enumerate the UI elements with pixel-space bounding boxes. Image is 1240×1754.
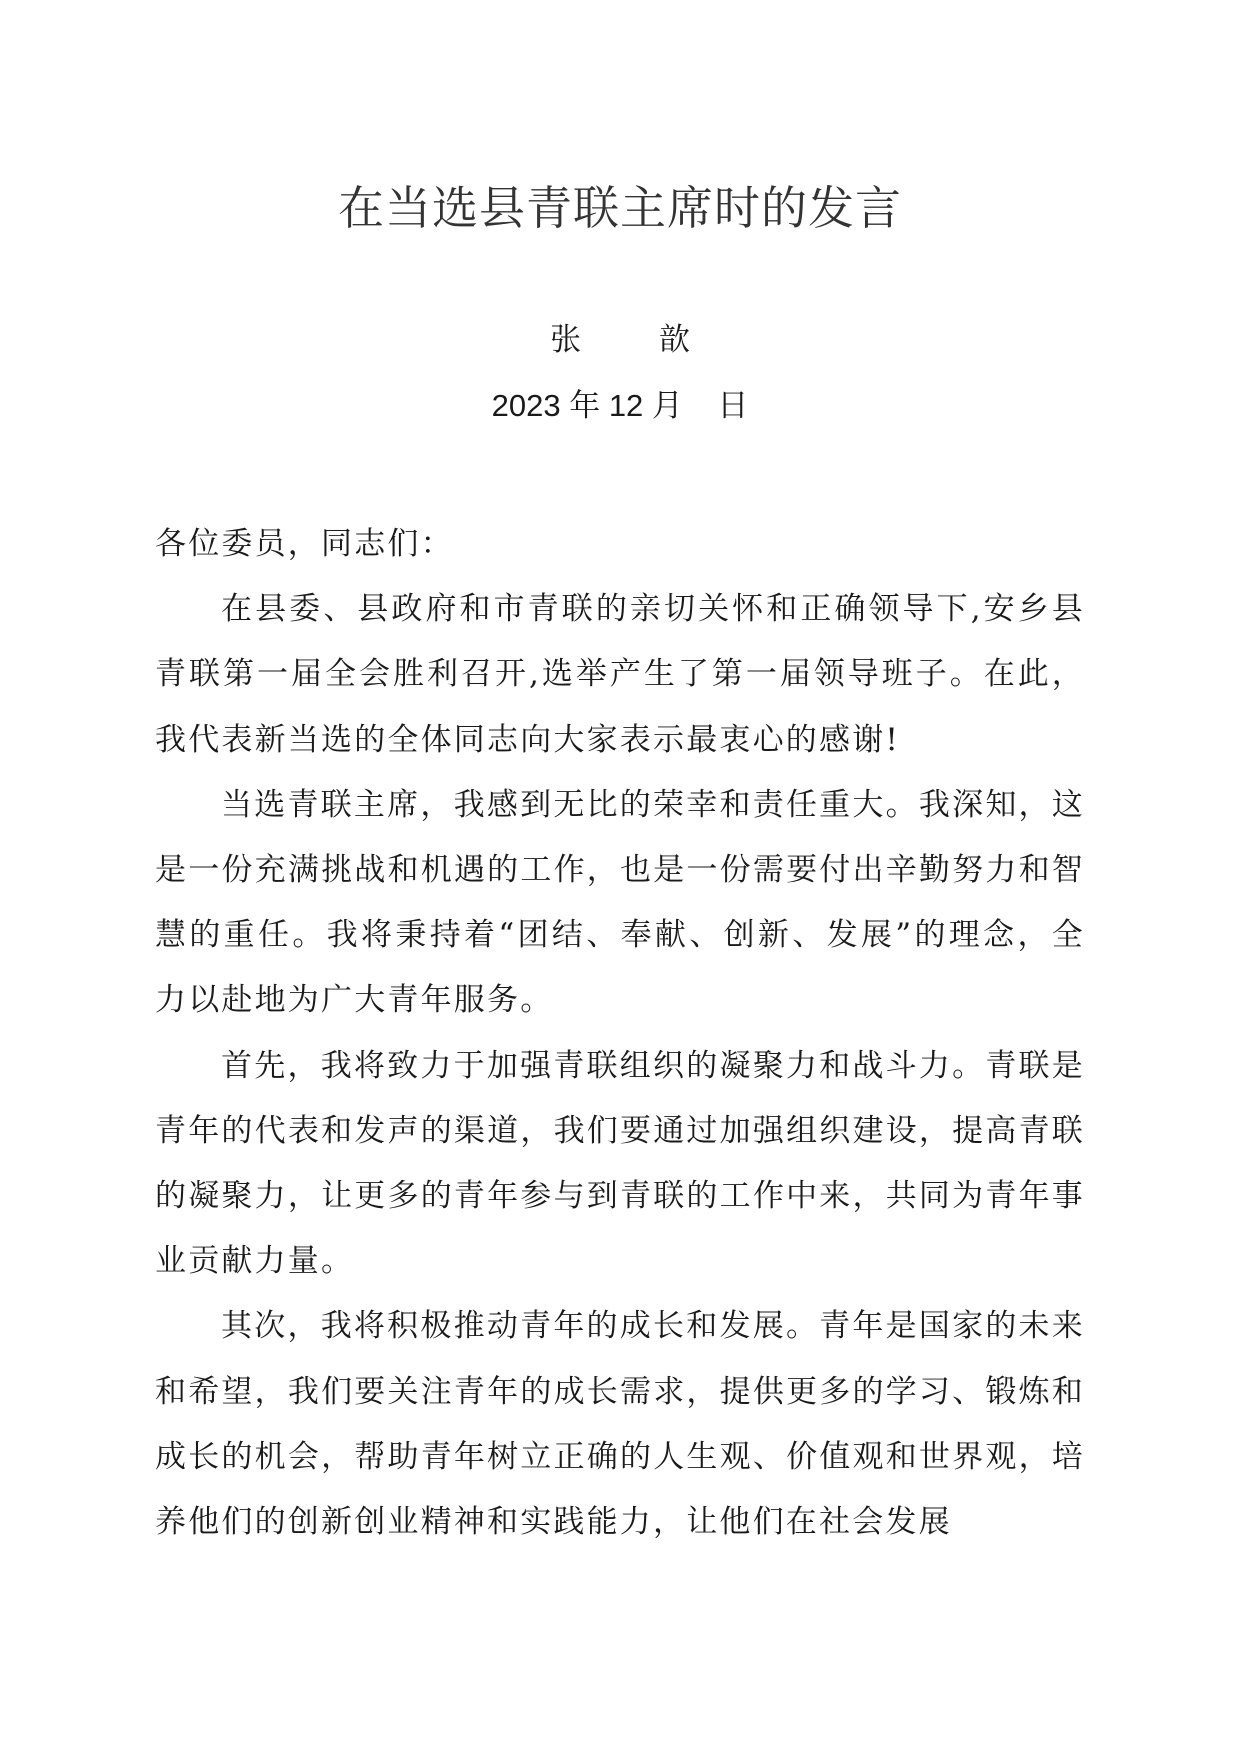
paragraph: 当选青联主席，我感到无比的荣幸和责任重大。我深知，这是一份充满挑战和机遇的工作，也是一份需要付出辛勤努力和智慧的重任。我将秉持着“团结、奉献、创新、发展”的理念，全力以赴地为广大青年服务。 [155, 786, 1085, 1019]
page-title: 在当选县青联主席时的发言 [338, 181, 902, 235]
paragraph: 在县委、县政府和市青联的亲切关怀和正确领导下,安乡县青联第一届全会胜利召开,选举产生了第一届领导班子。在此，我代表新当选的全体同志向大家表示最衷心的感谢! [155, 591, 1085, 758]
paragraph: 其次，我将积极推动青年的成长和发展。青年是国家的未来和希望，我们要关注青年的成长需求，提供更多的学习、锻炼和成长的机会，帮助青年树立正确的人生观、价值观和世界观，培养他们的创新创业精神和实践能力，让他们在社会发展 [155, 1308, 1085, 1541]
paragraph: 首先，我将致力于加强青联组织的凝聚力和战斗力。青联是青年的代表和发声的渠道，我们要通过加强组织建设，提高青联的凝聚力，让更多的青年参与到青联的工作中来，共同为青年事业贡献力量。 [155, 1047, 1085, 1280]
author-name: 张 歆 [550, 322, 724, 358]
salutation: 各位委员，同志们： [155, 526, 454, 562]
speech-body [155, 512, 1085, 1555]
speech-date: 2023 年 12 月 日 [491, 388, 749, 423]
